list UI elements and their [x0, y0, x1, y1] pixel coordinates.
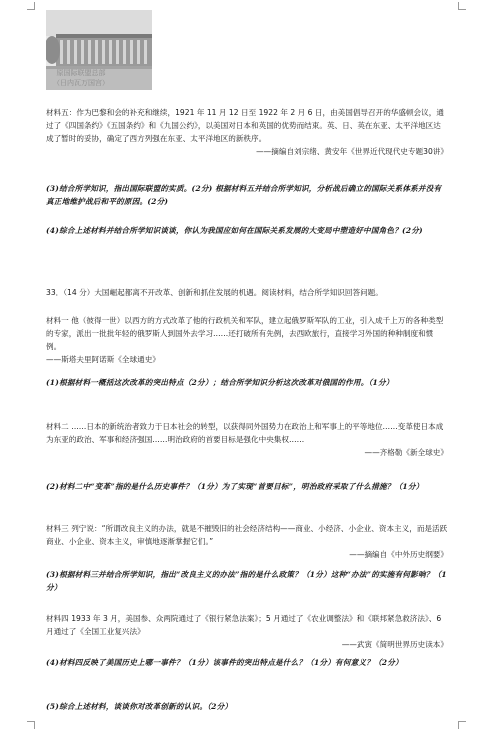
- question-33-4: [46, 656, 448, 669]
- material-source: ——斯塔夫里阿诺斯《全球通史》: [46, 355, 160, 364]
- crop-mark: [458, 2, 466, 10]
- material-two: [46, 420, 448, 459]
- question-text: (1)根据材料一概括这次改革的突出特点（2分）；结合所学知识分析这次改革对俄国的作用。（1分）: [46, 378, 394, 387]
- crop-mark: [27, 721, 35, 729]
- question-33-intro: [46, 286, 448, 299]
- material-three: [46, 522, 448, 561]
- league-headquarters-photo: [46, 10, 152, 90]
- question-text: (3)结合所学知识，指出国际联盟的实质。(2分) 根据材料五并结合所学知识，分析战后确立的国际关系体系并没有真正地维护战后和平的原因。(2分): [46, 184, 442, 206]
- crop-mark: [458, 721, 466, 729]
- question-text: (2)材料二中“变革”指的是什么历史事件？（1分）为了实现“首要目标”，明治政府采取了什么措施？（1分）: [46, 482, 424, 491]
- caption-line: （日内瓦万国宫）: [53, 79, 109, 87]
- photo-caption: [46, 68, 116, 88]
- material-four: [46, 612, 448, 651]
- question-33-3: [46, 568, 448, 594]
- material-text: 材料五：作为巴黎和会的补充和继续，1921 年 11 月 12 日至 1922 年 2 月 6 日，由美国倡导召开的华盛顿会议，通过了《四国条约》《五国条约》和《九国公约》，以美国对日本和英国的优势而结束。英、日、英在东亚、太平洋地区达成了暂时的妥协，确定了西方列强在东亚、太平洋地区的新秩序。: [46, 108, 444, 143]
- material-text: 材料一 他（彼得一世）以西方的方式改革了他的行政机关和军队，建立起俄罗斯军队的工业，引入成千上万的各种类型的专家，派出一批批年轻的俄罗斯人到国外去学习……还打破所有先例，去西欧旅行，直接学习外国的种种制度和惯例。: [46, 316, 444, 351]
- question-china-role: [46, 224, 448, 237]
- crop-mark: [27, 2, 35, 10]
- question-text: (4)材料四反映了美国历史上哪一事件？（1分）该事件的突出特点是什么？（1分）有何意义？（2分）: [46, 658, 403, 667]
- material-source: ——摘编自《中外历史纲要》: [349, 550, 448, 559]
- material-text: 材料四 1933 年 3 月，美国参、众两院通过了《银行紧急法案》；5 月通过了《农业调整法》和《联邦紧急救济法》、6 月通过了《全国工业复兴法》: [46, 614, 442, 636]
- question-33-2: [46, 480, 448, 493]
- question-text: (3)根据材料三并结合所学知识，指出“改良主义的办法”指的是什么政策？（1分）这种“办法”的实施有何影响？（1分）: [46, 570, 447, 592]
- material-text: 材料二 ……日本的新统治者致力于日本社会的转型，以获得同外国势力在政治上和军事上的平等地位……变革使日本成为东亚的政治、军事和经济强国……明治政府的首要目标是强化中央集权……: [46, 422, 444, 444]
- question-33-1: [46, 376, 448, 389]
- material-source: ——武寅《简明世界历史读本》: [341, 640, 448, 649]
- material-five: [46, 106, 448, 158]
- material-text: 材料三 列宁说：“所谓改良主义的办法，就是不摧毁旧的社会经济结构——商业、小经济、小企业、资本主义，而是活跃商业、小企业、资本主义，审慎地逐渐掌握它们。”: [46, 524, 448, 546]
- question-text: 33．（14 分）大国崛起都离不开改革、创新和抓住发展的机遇。阅读材料，结合所学知识回答问题。: [46, 288, 383, 297]
- material-source: ——齐格勒《新全球史》: [364, 448, 448, 457]
- question-33-5: [46, 700, 448, 713]
- question-league: [46, 182, 448, 208]
- question-text: (5)综合上述材料，谈谈你对改革创新的认识。（2分）: [46, 702, 233, 711]
- question-text: (4)综合上述材料并结合所学知识谈谈，你认为我国应如何在国际关系发展的大变局中塑造好中国角色？(2分): [46, 226, 423, 235]
- material-source: ——摘编自刘宗绪、黄安年《世界近代现代史专题30讲》: [256, 147, 448, 156]
- caption-line: 原国际联盟总部: [56, 69, 106, 77]
- material-one: [46, 314, 448, 366]
